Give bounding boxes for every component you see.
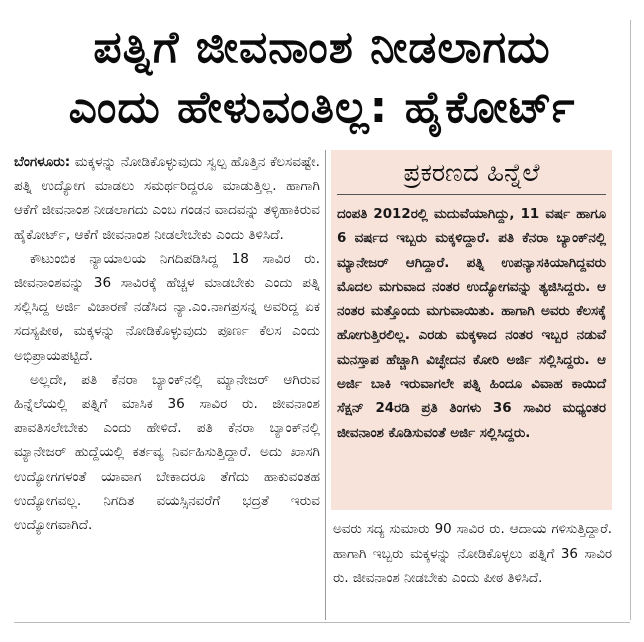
article-paragraph-2: ಕೌಟುಂಬಿಕ ನ್ಯಾಯಾಲಯ ನಿಗದಿಪಡಿಸಿದ್ದ 18 ಸಾವಿರ ರು. ಜೀವನಾಂಶವನ್ನು 36 ಸಾವಿರಕ್ಕೆ ಹೆಚ್ಚಳ ಮಾಡಬೇಕು ಎಂದು ಪತ್ನಿ ಸಲ್ಲಿಸಿದ್ದ ಅರ್ಜಿ ವಿಚಾರಣೆ ನಡೆಸಿದ ನ್ಯಾ.ಎಂ.ನಾಗಪ್ರಸನ್ನ ಅವರಿದ್ದ ಏಕ ಸದಸ್ಯಪೀಠ, ಮಕ್ಕಳನ್ನು ನೋಡಿಕೊಳ್ಳುವುದು ಪೂರ್ಣ ಕೆಲಸ ಎಂದು ಅಭಿಪ್ರಾಯಪಟ್ಟಿದೆ. [14, 250, 320, 364]
article-body [14, 150, 320, 620]
headline [14, 18, 630, 140]
sidebar-title: ಪ್ರಕರಣದ ಹಿನ್ನೆಲೆ [337, 156, 606, 195]
sidebar-body: ದಂಪತಿ 2012ರಲ್ಲಿ ಮದುವೆಯಾಗಿದ್ದು, 11 ವರ್ಷ ಹಾಗೂ 6 ವರ್ಷದ ಇಬ್ಬರು ಮಕ್ಕಳಿದ್ದಾರೆ. ಪತಿ ಕೆನರಾ ಬ್ಯಾಂಕ್‌ನಲ್ಲಿ ಮ್ಯಾನೇಜರ್ ಆಗಿದ್ದಾರೆ. ಪತ್ನಿ ಉಪನ್ಯಾಸಕಿಯಾಗಿದ್ದವರು ಮೊದಲ ಮಗುವಾದ ನಂತರ ಉದ್ಯೋಗವನ್ನು ತ್ಯಜಿಸಿದ್ದರು. ಆ ನಂತರ ಮತ್ತೊಂದು ಮಗುವಾಯಿತು. ಹಾಗಾಗಿ ಅವರು ಕೆಲಸಕ್ಕೆ ಹೋಗುತ್ತಿರಲಿಲ್ಲ. ಎರಡು ಮಕ್ಕಳಾದ ನಂತರ ಇಬ್ಬರ ನಡುವೆ ಮನಸ್ತಾಪ ಹೆಚ್ಚಾಗಿ ವಿಚ್ಛೇದನ ಕೋರಿ ಅರ್ಜಿ ಸಲ್ಲಿಸಿದ್ದರು. ಆ ಅರ್ಜಿ ಬಾಕಿ ಇರುವಾಗಲೇ ಪತ್ನಿ ಹಿಂದೂ ವಿವಾಹ ಕಾಯಿದೆ ಸೆಕ್ಷನ್ 24ರಡಿ ಪ್ರತಿ ತಿಂಗಳು 36 ಸಾವಿರ ಮಧ್ಯಂತರ ಜೀವನಾಂಶ ಕೊಡಿಸುವಂತೆ ಅರ್ಜಿ ಸಲ್ಲಿಸಿದ್ದರು. [337, 207, 606, 441]
sidebar-box [331, 150, 612, 510]
article-paragraph-1-text: ಮಕ್ಕಳನ್ನು ನೋಡಿಕೊಳ್ಳುವುದು ಸ್ವಲ್ಪ ಹೊತ್ತಿನ ಕೆಲಸವಷ್ಟೇ. ಪತ್ನಿ ಉದ್ಯೋಗ ಮಾಡಲು ಸಮರ್ಥರಿದ್ದರೂ ಮಾಡುತ್ತಿಲ್ಲ. ಹಾಗಾಗಿ ಆಕೆಗೆ ಜೀವನಾಂಶ ನೀಡಲಾಗದು ಎಂಬ ಗಂಡನ ವಾದವನ್ನು ತಳ್ಳಿಹಾಕಿರುವ ಹೈಕೋರ್ಟ್, ಆಕೆಗೆ ಜೀವನಾಂಶ ನೀಡಲೇಬೇಕು ಎಂದು ತಿಳಿಸಿದೆ. [14, 154, 320, 243]
headline-line-1: ಪತ್ನಿಗೆ ಜೀವನಾಂಶ ನೀಡಲಾಗದು [93, 22, 551, 73]
column-divider [325, 150, 326, 620]
article-paragraph-1 [14, 150, 320, 247]
dateline: ಬೆಂಗಳೂರು: [14, 154, 71, 170]
headline-line-2: ಎಂದು ಹೇಳುವಂತಿಲ್ಲ: ಹೈಕೋರ್ಟ್ [68, 82, 576, 133]
article-continuation: ಅವರು ಸದ್ಯ ಸುಮಾರು 90 ಸಾವಿರ ರು. ಆದಾಯ ಗಳಿಸುತ್ತಿದ್ದಾರೆ. ಹಾಗಾಗಿ ಇಬ್ಬರು ಮಕ್ಕಳನ್ನು ನೋಡಿಕೊಳ್ಳಲು ಪತ್ನಿಗೆ 36 ಸಾವಿರ ರು. ಜೀವನಾಂಶ ನೀಡಬೇಕು ಎಂದು ಪೀಠ ತಿಳಿಸಿದೆ. [333, 522, 612, 586]
frame-bottom-edge [14, 622, 630, 623]
frame-right-edge [630, 20, 631, 620]
article-paragraph-3: ಅಲ್ಲದೇ, ಪತಿ ಕೆನರಾ ಬ್ಯಾಂಕ್‌ನಲ್ಲಿ ಮ್ಯಾನೇಜರ್ ಆಗಿರುವ ಹಿನ್ನೆಲೆಯಲ್ಲಿ ಪತ್ನಿಗೆ ಮಾಸಿಕ 36 ಸಾವಿರ ರು. ಜೀವನಾಂಶ ಪಾವತಿಸಲೇಬೇಕು ಎಂದು ಹೇಳಿದೆ. ಪತಿ ಕೆನರಾ ಬ್ಯಾಂಕ್‌ನಲ್ಲಿ ಮ್ಯಾನೇಜರ್ ಹುದ್ದೆಯಲ್ಲಿ ಕರ್ತವ್ಯ ನಿರ್ವಹಿಸುತ್ತಿದ್ದಾರೆ. ಅದು ಖಾಸಗಿ ಉದ್ಯೋಗಗಳಂತೆ ಯಾವಾಗ ಬೇಕಾದರೂ ತೆಗೆದು ಹಾಕುವಂತಹ ಉದ್ಯೋಗವಲ್ಲ. ನಿಗದಿತ ವಯಸ್ಸಿನವರೆಗೆ ಭದ್ರತೆ ಇರುವ ಉದ್ಯೋಗವಾಗಿದೆ. [14, 371, 320, 534]
